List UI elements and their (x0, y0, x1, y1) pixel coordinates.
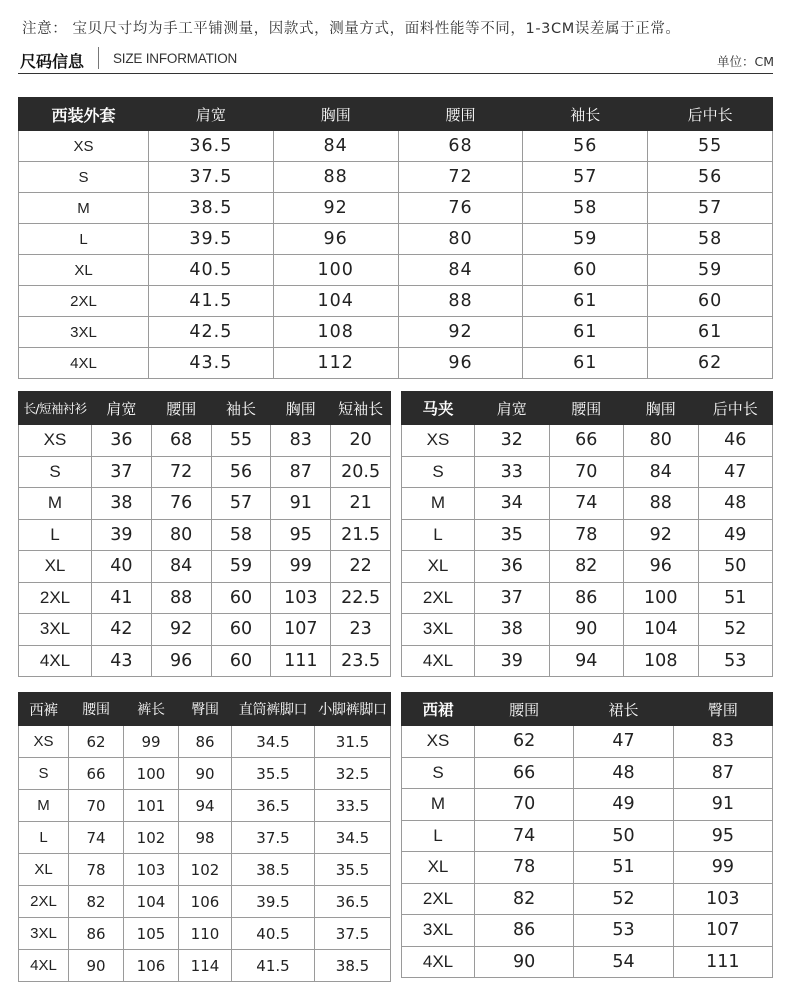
measurement-cell: 92 (398, 317, 523, 348)
size-label-cell: M (19, 193, 149, 224)
measurement-cell: 110 (179, 918, 232, 950)
measurement-cell: 111 (271, 645, 331, 677)
measurement-cell: 37.5 (315, 918, 391, 950)
measurement-cell: 41 (92, 582, 152, 614)
column-header: 肩宽 (92, 392, 152, 425)
table-row (19, 758, 391, 790)
measurement-cell: 80 (398, 224, 523, 255)
size-label-cell: L (19, 519, 92, 551)
size-label-cell: XS (19, 131, 149, 162)
measurement-cell: 70 (549, 456, 624, 488)
size-label-cell: 4XL (19, 950, 69, 982)
table-row (19, 645, 391, 677)
measurement-cell: 39.5 (149, 224, 274, 255)
table-row (19, 193, 773, 224)
table-header-row (19, 693, 391, 726)
size-label-cell: 2XL (402, 883, 475, 915)
size-label-cell: M (19, 488, 92, 520)
measurement-cell: 70 (475, 789, 574, 821)
measurement-cell: 36.5 (149, 131, 274, 162)
measurement-cell: 96 (151, 645, 211, 677)
measurement-cell: 88 (273, 162, 398, 193)
table-row (19, 726, 391, 758)
measurement-cell: 49 (574, 789, 673, 821)
column-header: 袖长 (523, 98, 648, 131)
measurement-cell: 54 (574, 946, 673, 978)
table-row (402, 614, 773, 646)
unit-label: 单位：CM (716, 54, 774, 69)
measurement-cell: 42 (92, 614, 152, 646)
measurement-cell: 107 (271, 614, 331, 646)
table-corner-header: 马夹 (402, 392, 475, 425)
table-row (402, 425, 773, 457)
measurement-cell: 55 (648, 131, 773, 162)
measurement-cell: 99 (673, 852, 772, 884)
measurement-cell: 72 (151, 456, 211, 488)
column-header: 小脚裤脚口 (315, 693, 391, 726)
measurement-cell: 88 (624, 488, 699, 520)
measurement-cell: 96 (273, 224, 398, 255)
measurement-cell: 42.5 (149, 317, 274, 348)
measurement-cell: 66 (69, 758, 124, 790)
measurement-cell: 100 (624, 582, 699, 614)
measurement-cell: 53 (698, 645, 773, 677)
measurement-cell: 78 (549, 519, 624, 551)
measurement-cell: 76 (151, 488, 211, 520)
measurement-cell: 21.5 (331, 519, 391, 551)
size-label-cell: 2XL (19, 886, 69, 918)
measurement-cell: 99 (271, 551, 331, 583)
measurement-cell: 56 (523, 131, 648, 162)
column-header: 胸围 (273, 98, 398, 131)
measurement-cell: 40 (92, 551, 152, 583)
measurement-cell: 92 (624, 519, 699, 551)
column-header: 后中长 (698, 392, 773, 425)
measurement-cell: 86 (549, 582, 624, 614)
measurement-cell: 59 (523, 224, 648, 255)
measurement-cell: 41.5 (232, 950, 315, 982)
table-row (402, 883, 773, 915)
table-row (19, 790, 391, 822)
notice-text: 注意： 宝贝尺寸均为手工平铺测量，因款式，测量方式，面料性能等不同，1-3CM误差属于正常。 (22, 21, 681, 37)
column-header: 短袖长 (331, 392, 391, 425)
size-label-cell: 2XL (19, 286, 149, 317)
table-row (19, 918, 391, 950)
measurement-cell: 84 (624, 456, 699, 488)
measurement-cell: 38 (92, 488, 152, 520)
column-header: 腰围 (549, 392, 624, 425)
size-label-cell: 4XL (402, 946, 475, 978)
size-label-cell: L (402, 820, 475, 852)
measurement-cell: 53 (574, 915, 673, 947)
table-row (402, 582, 773, 614)
header-rule (18, 73, 773, 74)
measurement-cell: 92 (151, 614, 211, 646)
measurement-cell: 46 (698, 425, 773, 457)
measurement-cell: 57 (648, 193, 773, 224)
table-row (19, 886, 391, 918)
measurement-cell: 48 (574, 757, 673, 789)
measurement-cell: 22.5 (331, 582, 391, 614)
measurement-cell: 104 (124, 886, 179, 918)
measurement-cell: 90 (475, 946, 574, 978)
measurement-cell: 98 (179, 822, 232, 854)
measurement-cell: 87 (673, 757, 772, 789)
measurement-cell: 23 (331, 614, 391, 646)
size-label-cell: 4XL (19, 645, 92, 677)
table-row (402, 551, 773, 583)
measurement-cell: 70 (69, 790, 124, 822)
measurement-cell: 35.5 (315, 854, 391, 886)
column-header: 袖长 (211, 392, 271, 425)
measurement-cell: 60 (523, 255, 648, 286)
measurement-cell: 90 (179, 758, 232, 790)
table-row (19, 488, 391, 520)
measurement-cell: 57 (211, 488, 271, 520)
measurement-cell: 51 (574, 852, 673, 884)
measurement-cell: 38.5 (232, 854, 315, 886)
measurement-cell: 41.5 (149, 286, 274, 317)
measurement-cell: 80 (151, 519, 211, 551)
measurement-cell: 82 (549, 551, 624, 583)
table-row (19, 456, 391, 488)
measurement-cell: 103 (124, 854, 179, 886)
column-header: 肩宽 (475, 392, 550, 425)
table-row (402, 488, 773, 520)
section-title: 尺码信息 (20, 52, 85, 71)
measurement-cell: 78 (475, 852, 574, 884)
table-row (402, 645, 773, 677)
size-label-cell: 2XL (402, 582, 475, 614)
measurement-cell: 36 (92, 425, 152, 457)
measurement-cell: 58 (211, 519, 271, 551)
size-label-cell: XS (19, 726, 69, 758)
column-header: 胸围 (624, 392, 699, 425)
measurement-cell: 84 (273, 131, 398, 162)
column-header: 后中长 (648, 98, 773, 131)
measurement-cell: 88 (398, 286, 523, 317)
measurement-cell: 58 (648, 224, 773, 255)
size-label-cell: S (402, 456, 475, 488)
table-row (19, 425, 391, 457)
measurement-cell: 103 (673, 883, 772, 915)
table-header-row (19, 392, 391, 425)
measurement-cell: 74 (69, 822, 124, 854)
measurement-cell: 104 (624, 614, 699, 646)
measurement-cell: 88 (151, 582, 211, 614)
table-row (19, 854, 391, 886)
measurement-cell: 83 (271, 425, 331, 457)
measurement-cell: 43.5 (149, 348, 274, 379)
measurement-cell: 32.5 (315, 758, 391, 790)
measurement-cell: 50 (574, 820, 673, 852)
size-table-vest (401, 391, 773, 677)
table-row (19, 131, 773, 162)
measurement-cell: 107 (673, 915, 772, 947)
column-header: 裙长 (574, 693, 673, 726)
measurement-cell: 90 (69, 950, 124, 982)
measurement-cell: 34.5 (232, 726, 315, 758)
table-row (19, 317, 773, 348)
table-row (19, 551, 391, 583)
measurement-cell: 90 (549, 614, 624, 646)
measurement-cell: 20 (331, 425, 391, 457)
size-label-cell: 4XL (19, 348, 149, 379)
table-corner-header: 西装外套 (19, 98, 149, 131)
measurement-cell: 103 (271, 582, 331, 614)
measurement-cell: 38 (475, 614, 550, 646)
table-row (402, 789, 773, 821)
size-label-cell: 3XL (19, 614, 92, 646)
measurement-cell: 106 (124, 950, 179, 982)
measurement-cell: 60 (211, 645, 271, 677)
measurement-cell: 83 (673, 726, 772, 758)
measurement-cell: 82 (475, 883, 574, 915)
table-corner-header: 西裤 (19, 693, 69, 726)
measurement-cell: 37 (475, 582, 550, 614)
measurement-cell: 100 (273, 255, 398, 286)
measurement-cell: 102 (124, 822, 179, 854)
measurement-cell: 47 (698, 456, 773, 488)
measurement-cell: 95 (271, 519, 331, 551)
measurement-cell: 51 (698, 582, 773, 614)
measurement-cell: 49 (698, 519, 773, 551)
size-label-cell: XS (402, 425, 475, 457)
measurement-cell: 59 (211, 551, 271, 583)
measurement-cell: 52 (698, 614, 773, 646)
measurement-cell: 37.5 (232, 822, 315, 854)
table-row (402, 820, 773, 852)
column-header: 臀围 (673, 693, 772, 726)
table-row (19, 255, 773, 286)
measurement-cell: 91 (673, 789, 772, 821)
measurement-cell: 62 (475, 726, 574, 758)
measurement-cell: 32 (475, 425, 550, 457)
measurement-cell: 101 (124, 790, 179, 822)
measurement-cell: 68 (151, 425, 211, 457)
measurement-cell: 40.5 (149, 255, 274, 286)
measurement-cell: 31.5 (315, 726, 391, 758)
column-header: 臀围 (179, 693, 232, 726)
measurement-cell: 66 (475, 757, 574, 789)
measurement-cell: 39.5 (232, 886, 315, 918)
column-header: 腰围 (69, 693, 124, 726)
measurement-cell: 40.5 (232, 918, 315, 950)
size-table-shirt (18, 391, 391, 677)
measurement-cell: 100 (124, 758, 179, 790)
size-label-cell: 4XL (402, 645, 475, 677)
size-label-cell: M (402, 488, 475, 520)
size-label-cell: XS (19, 425, 92, 457)
measurement-cell: 80 (624, 425, 699, 457)
table-row (19, 519, 391, 551)
measurement-cell: 62 (69, 726, 124, 758)
measurement-cell: 84 (151, 551, 211, 583)
measurement-cell: 35 (475, 519, 550, 551)
table-row (402, 915, 773, 947)
table-row (19, 224, 773, 255)
measurement-cell: 105 (124, 918, 179, 950)
measurement-cell: 38.5 (315, 950, 391, 982)
measurement-cell: 34.5 (315, 822, 391, 854)
measurement-cell: 33.5 (315, 790, 391, 822)
table-row (19, 950, 391, 982)
measurement-cell: 37.5 (149, 162, 274, 193)
size-label-cell: L (19, 822, 69, 854)
size-label-cell: XS (402, 726, 475, 758)
section-subtitle: SIZE INFORMATION (113, 51, 238, 66)
size-table-skirt (401, 692, 773, 978)
table-row (19, 162, 773, 193)
size-table-trousers (18, 692, 391, 982)
measurement-cell: 34 (475, 488, 550, 520)
column-header: 肩宽 (149, 98, 274, 131)
size-label-cell: 2XL (19, 582, 92, 614)
table-row (402, 946, 773, 978)
table-row (19, 822, 391, 854)
measurement-cell: 50 (698, 551, 773, 583)
size-label-cell: XL (402, 551, 475, 583)
measurement-cell: 112 (273, 348, 398, 379)
measurement-cell: 68 (398, 131, 523, 162)
size-label-cell: 3XL (19, 918, 69, 950)
measurement-cell: 39 (475, 645, 550, 677)
measurement-cell: 78 (69, 854, 124, 886)
measurement-cell: 92 (273, 193, 398, 224)
size-label-cell: L (19, 224, 149, 255)
table-row (402, 852, 773, 884)
table-row (402, 757, 773, 789)
table-row (402, 519, 773, 551)
size-label-cell: S (19, 456, 92, 488)
measurement-cell: 87 (271, 456, 331, 488)
measurement-cell: 35.5 (232, 758, 315, 790)
measurement-cell: 22 (331, 551, 391, 583)
column-header: 裤长 (124, 693, 179, 726)
measurement-cell: 60 (211, 614, 271, 646)
measurement-cell: 20.5 (331, 456, 391, 488)
measurement-cell: 39 (92, 519, 152, 551)
size-table-blazer (18, 97, 773, 379)
measurement-cell: 33 (475, 456, 550, 488)
size-label-cell: XL (19, 551, 92, 583)
measurement-cell: 43 (92, 645, 152, 677)
measurement-cell: 60 (648, 286, 773, 317)
measurement-cell: 60 (211, 582, 271, 614)
measurement-cell: 72 (398, 162, 523, 193)
measurement-cell: 84 (398, 255, 523, 286)
measurement-cell: 108 (624, 645, 699, 677)
size-label-cell: S (19, 162, 149, 193)
title-divider (98, 47, 99, 69)
measurement-cell: 111 (673, 946, 772, 978)
measurement-cell: 76 (398, 193, 523, 224)
size-label-cell: 3XL (402, 915, 475, 947)
table-row (19, 582, 391, 614)
measurement-cell: 102 (179, 854, 232, 886)
table-header-row (402, 693, 773, 726)
table-row (19, 348, 773, 379)
measurement-cell: 86 (69, 918, 124, 950)
size-label-cell: 3XL (19, 317, 149, 348)
size-label-cell: XL (19, 854, 69, 886)
table-corner-header: 长/短袖衬衫 (19, 392, 92, 425)
measurement-cell: 47 (574, 726, 673, 758)
measurement-cell: 108 (273, 317, 398, 348)
size-label-cell: M (402, 789, 475, 821)
table-row (19, 286, 773, 317)
measurement-cell: 57 (523, 162, 648, 193)
column-header: 胸围 (271, 392, 331, 425)
measurement-cell: 66 (549, 425, 624, 457)
measurement-cell: 58 (523, 193, 648, 224)
column-header: 腰围 (151, 392, 211, 425)
size-label-cell: L (402, 519, 475, 551)
size-label-cell: S (402, 757, 475, 789)
table-row (19, 614, 391, 646)
measurement-cell: 52 (574, 883, 673, 915)
measurement-cell: 95 (673, 820, 772, 852)
measurement-cell: 104 (273, 286, 398, 317)
measurement-cell: 23.5 (331, 645, 391, 677)
measurement-cell: 94 (549, 645, 624, 677)
measurement-cell: 61 (523, 317, 648, 348)
size-label-cell: XL (402, 852, 475, 884)
measurement-cell: 99 (124, 726, 179, 758)
measurement-cell: 21 (331, 488, 391, 520)
size-label-cell: M (19, 790, 69, 822)
table-header-row (402, 392, 773, 425)
size-label-cell: 3XL (402, 614, 475, 646)
measurement-cell: 96 (398, 348, 523, 379)
measurement-cell: 94 (179, 790, 232, 822)
measurement-cell: 61 (523, 286, 648, 317)
measurement-cell: 36.5 (232, 790, 315, 822)
measurement-cell: 106 (179, 886, 232, 918)
table-corner-header: 西裙 (402, 693, 475, 726)
measurement-cell: 86 (179, 726, 232, 758)
measurement-cell: 38.5 (149, 193, 274, 224)
table-row (402, 456, 773, 488)
measurement-cell: 59 (648, 255, 773, 286)
measurement-cell: 61 (648, 317, 773, 348)
measurement-cell: 62 (648, 348, 773, 379)
measurement-cell: 74 (475, 820, 574, 852)
measurement-cell: 56 (211, 456, 271, 488)
size-label-cell: S (19, 758, 69, 790)
table-row (402, 726, 773, 758)
measurement-cell: 86 (475, 915, 574, 947)
size-label-cell: XL (19, 255, 149, 286)
measurement-cell: 74 (549, 488, 624, 520)
measurement-cell: 96 (624, 551, 699, 583)
column-header: 直筒裤脚口 (232, 693, 315, 726)
column-header: 腰围 (475, 693, 574, 726)
measurement-cell: 114 (179, 950, 232, 982)
table-header-row (19, 98, 773, 131)
measurement-cell: 91 (271, 488, 331, 520)
measurement-cell: 82 (69, 886, 124, 918)
measurement-cell: 61 (523, 348, 648, 379)
column-header: 腰围 (398, 98, 523, 131)
measurement-cell: 36.5 (315, 886, 391, 918)
measurement-cell: 36 (475, 551, 550, 583)
measurement-cell: 55 (211, 425, 271, 457)
measurement-cell: 37 (92, 456, 152, 488)
measurement-cell: 56 (648, 162, 773, 193)
measurement-cell: 48 (698, 488, 773, 520)
